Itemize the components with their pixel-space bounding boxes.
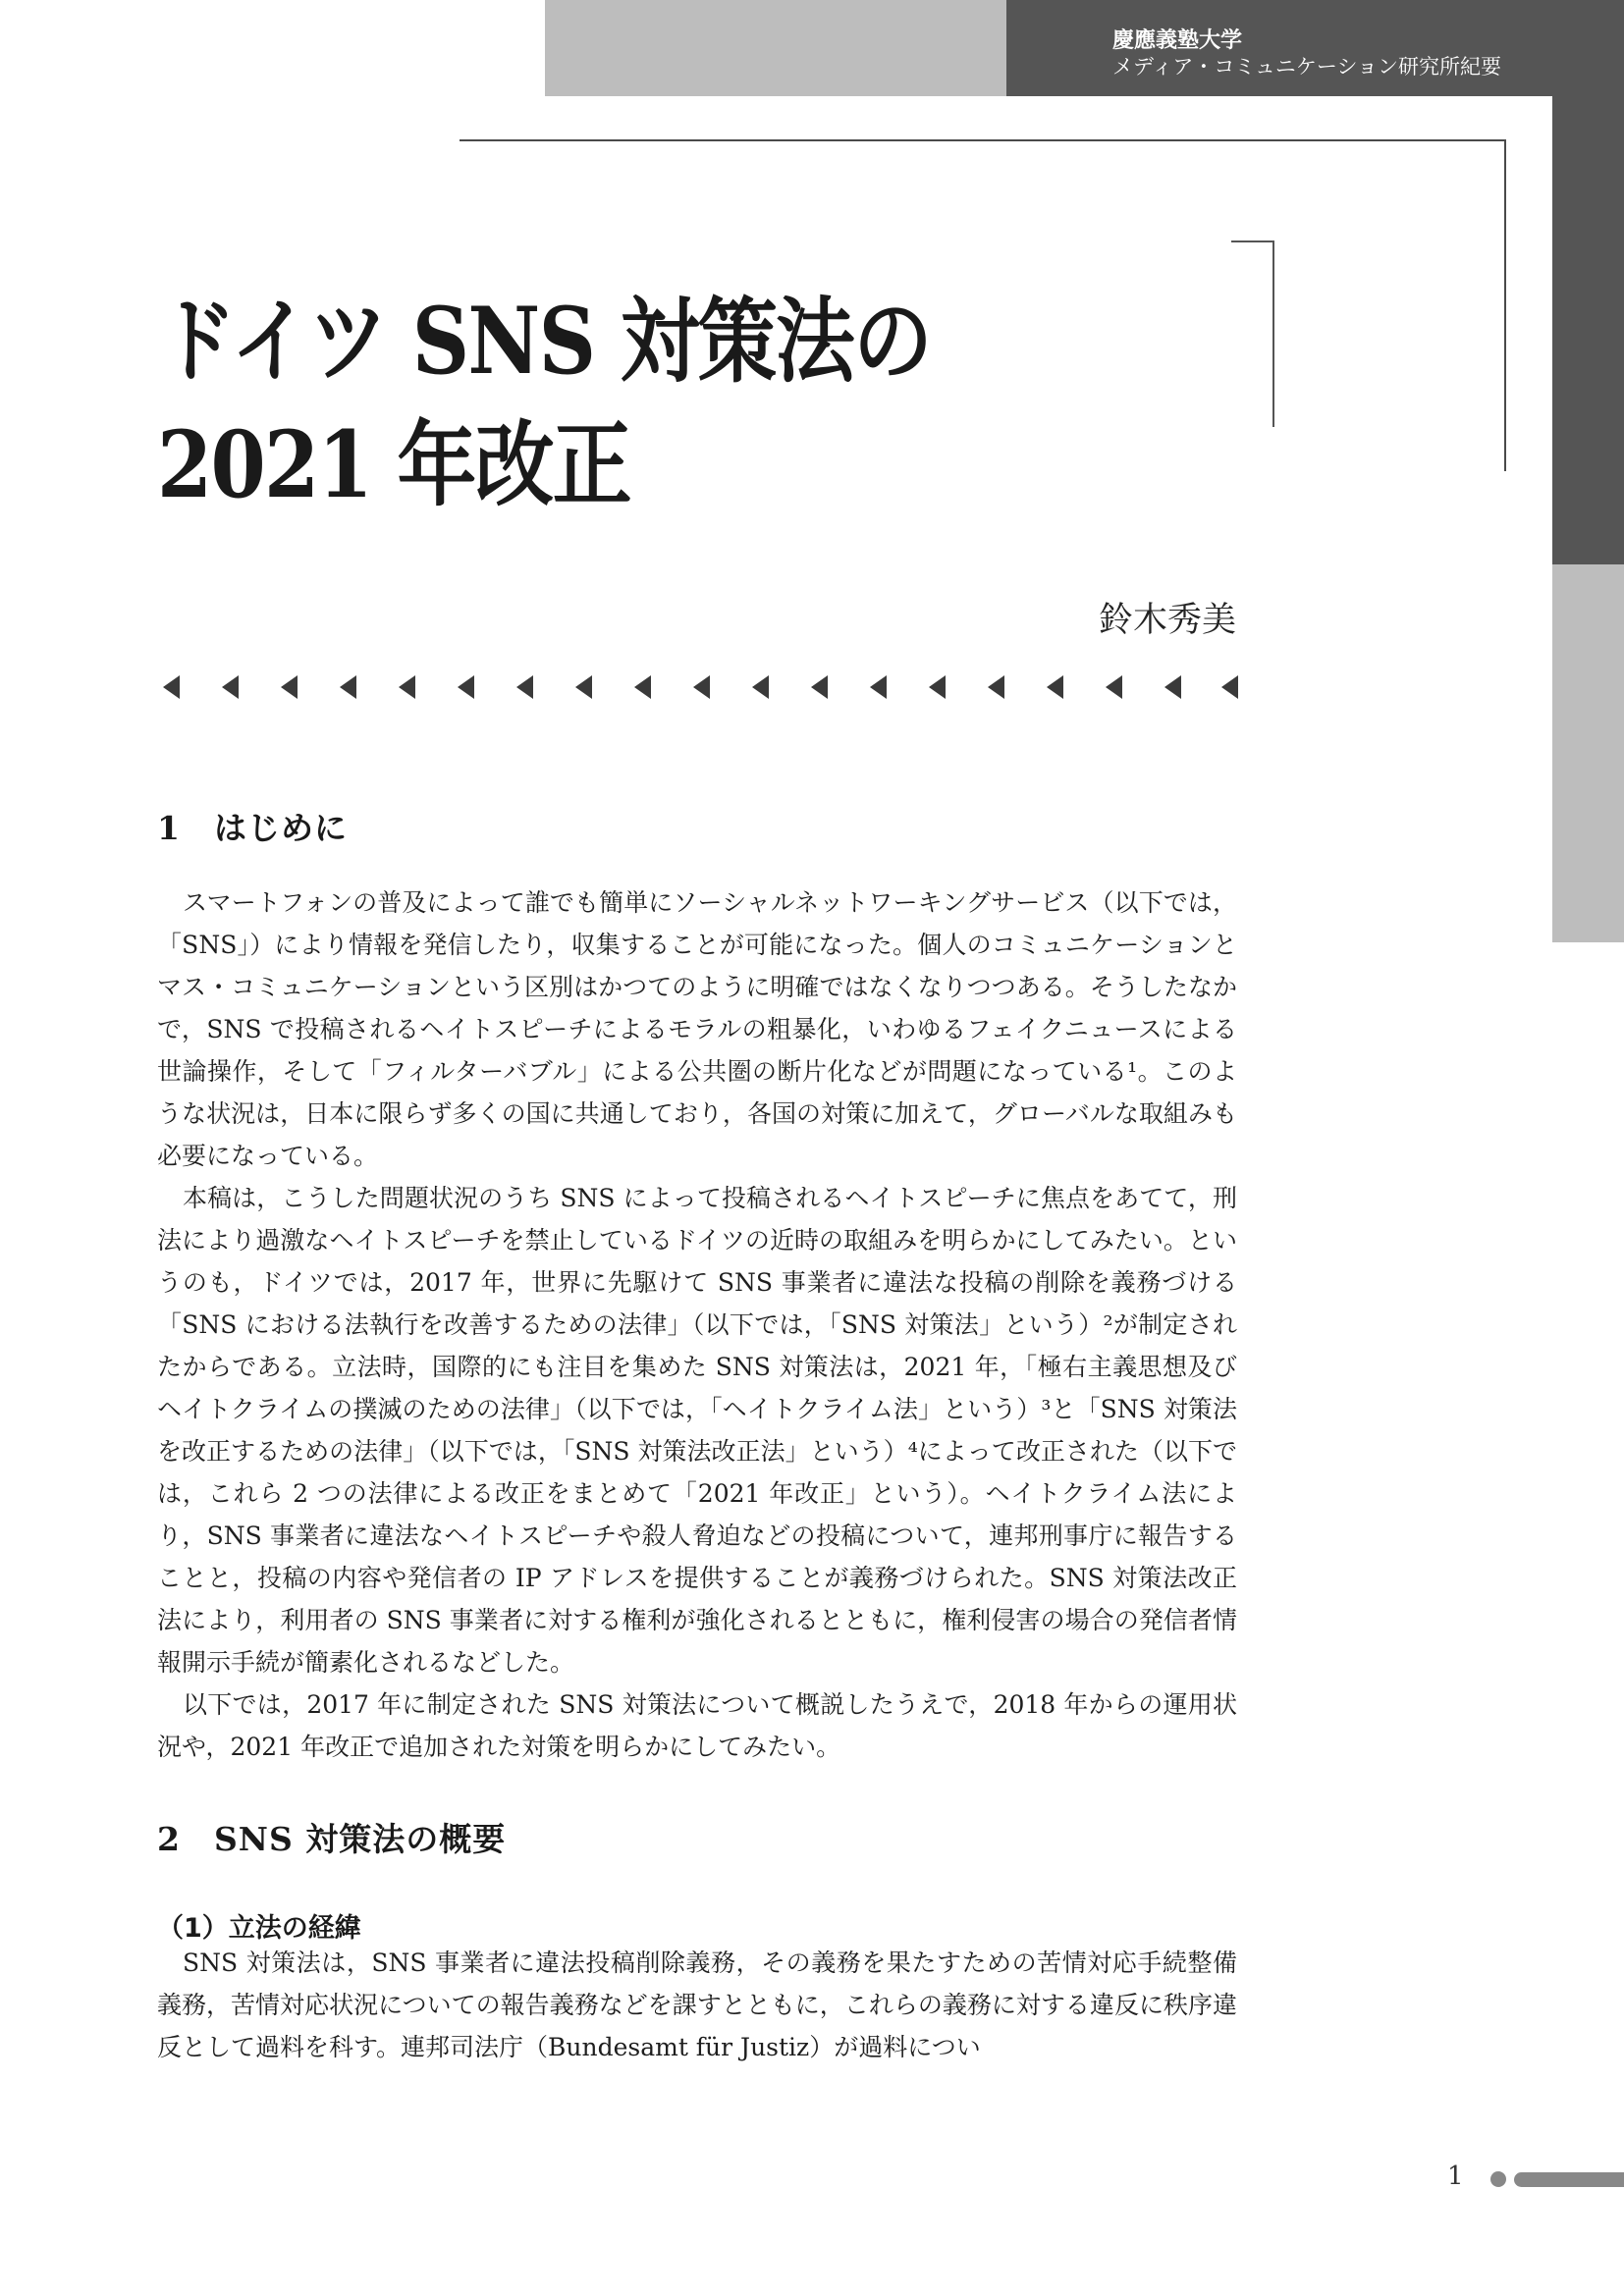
- section-2-body: [157, 1942, 1237, 2068]
- side-tab-light: [1552, 564, 1624, 942]
- author-name: 鈴木秀美: [1098, 601, 1236, 640]
- page-number: 1: [1447, 2162, 1464, 2191]
- page-bar-marker: [1514, 2172, 1624, 2187]
- decorative-arrow-row: [163, 675, 1243, 703]
- left-triangle-icon: [399, 675, 415, 699]
- left-triangle-icon: [163, 675, 180, 699]
- journal-name: メディア・コミュニケーション研究所紀要: [1112, 55, 1502, 79]
- article-title: [157, 280, 931, 527]
- left-triangle-icon: [752, 675, 769, 699]
- paragraph: 本稿は，こうした問題状況のうち SNS によって投稿されるヘイトスピーチに焦点をあてて，刑法により過激なヘイトスピーチを禁止しているドイツの近時の取組みを明らかにしてみたい。というのも，ドイツでは，2017 年，世界に先駆けて SNS 事業者に違法な投稿の削除を義務づける「SNS における法執行を改善するための法律」（以下では，「SNS 対策法」という）²が制定されたからである。立法時，国際的にも注目を集めた SNS 対策法は，2021 年，「極右主義思想及びヘイトクライムの撲滅のための法律」（以下では，「ヘイトクライム法」という）³と「SNS 対策法を改正するための法律」（以下では，「SNS 対策法改正法」という）⁴によって改正された（以下では，これら 2 つの法律による改正をまとめて「2021 年改正」という）。ヘイトクライム法により，SNS 事業者に違法なヘイトスピーチや殺人脅迫などの投稿について，連邦刑事庁に報告することと，投稿の内容や発信者の IP アドレスを提供することが義務づけられた。SNS 対策法改正法により，利用者の SNS 事業者に対する権利が強化されるとともに，権利侵害の場合の発信者情報開示手続が簡素化されるなどした。: [157, 1184, 1237, 1677]
- left-triangle-icon: [281, 675, 298, 699]
- top-rule: [460, 139, 1506, 141]
- left-triangle-icon: [1047, 675, 1063, 699]
- side-tab-dark: [1552, 96, 1624, 564]
- header-band-light: [545, 0, 1006, 96]
- section-1-body: [157, 881, 1237, 1768]
- left-triangle-icon: [575, 675, 592, 699]
- title-bracket-top: [1231, 240, 1274, 242]
- left-triangle-icon: [693, 675, 710, 699]
- left-triangle-icon: [340, 675, 356, 699]
- page-dot-marker: [1490, 2171, 1506, 2187]
- left-triangle-icon: [458, 675, 474, 699]
- section-heading-1: 1 はじめに: [157, 809, 348, 847]
- section-heading-2: 2 SNS 対策法の概要: [157, 1820, 507, 1858]
- left-triangle-icon: [516, 675, 533, 699]
- left-triangle-icon: [870, 675, 887, 699]
- left-triangle-icon: [811, 675, 828, 699]
- title-line-2: 2021 年改正: [157, 411, 630, 519]
- left-triangle-icon: [634, 675, 651, 699]
- left-triangle-icon: [1221, 675, 1238, 699]
- subsection-heading: （1）立法の経緯: [157, 1913, 361, 1944]
- paragraph: SNS 対策法は，SNS 事業者に違法投稿削除義務，その義務を果たすための苦情対応手続整備義務，苦情対応状況についての報告義務などを課すとともに，これらの義務に対する違反に秩序違反として過料を科す。連邦司法庁（Bundesamt für Justiz）が過料につい: [157, 1949, 1237, 2061]
- title-line-1: ドイツ SNS 対策法の: [157, 288, 932, 396]
- left-triangle-icon: [1164, 675, 1181, 699]
- left-triangle-icon: [929, 675, 946, 699]
- left-triangle-icon: [1106, 675, 1122, 699]
- paragraph: スマートフォンの普及によって誰でも簡単にソーシャルネットワーキングサービス（以下では，「SNS」）により情報を発信したり，収集することが可能になった。個人のコミュニケーションとマス・コミュニケーションという区別はかつてのように明確ではなくなりつつある。そうしたなかで，SNS で投稿されるヘイトスピーチによるモラルの粗暴化，いわゆるフェイクニュースによる世論操作，そして「フィルターバブル」による公共圏の断片化などが問題になっている¹。このような状況は，日本に限らず多くの国に共通しており，各国の対策に加えて，グローバルな取組みも必要になっている。: [157, 888, 1237, 1170]
- left-triangle-icon: [222, 675, 239, 699]
- journal-header: [1112, 27, 1501, 80]
- paragraph: 以下では，2017 年に制定された SNS 対策法について概説したうえで，2018 年からの運用状況や，2021 年改正で追加された対策を明らかにしてみたい。: [157, 1690, 1237, 1761]
- left-triangle-icon: [988, 675, 1004, 699]
- right-rule: [1504, 139, 1506, 471]
- university-name: 慶應義塾大学: [1112, 27, 1243, 53]
- title-bracket-side: [1272, 240, 1274, 427]
